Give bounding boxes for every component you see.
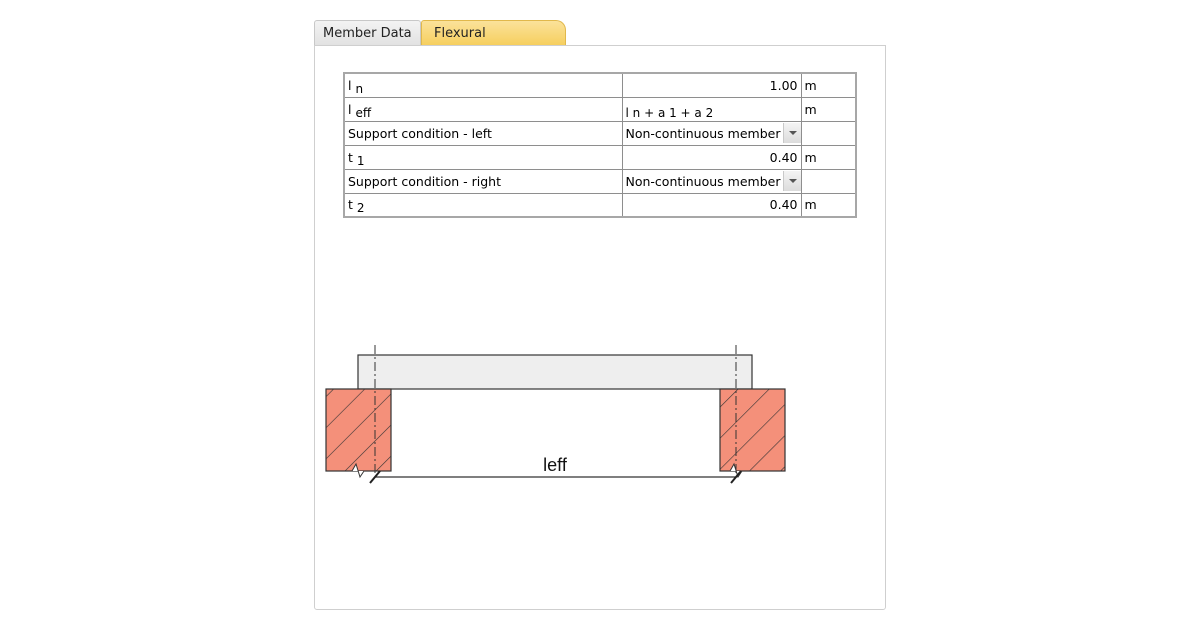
tab-flexural-slenderness[interactable]: Flexural — [421, 20, 566, 45]
leff-formula: l n + a 1 + a 2 — [622, 97, 801, 121]
row-ln — [344, 73, 856, 97]
row-support-right — [344, 169, 856, 193]
row-support-left — [344, 121, 856, 145]
left-support — [326, 389, 391, 471]
chevron-down-icon[interactable] — [783, 171, 801, 191]
leff-label: l eff — [344, 97, 622, 121]
properties-grid — [343, 72, 857, 218]
support-right-label: Support condition - right — [344, 169, 622, 193]
t1-value[interactable]: 0.40 — [622, 145, 801, 169]
t1-unit: m — [801, 145, 856, 169]
support-left-value: Non-continuous member — [625, 125, 781, 141]
t2-unit: m — [801, 193, 856, 217]
t2-label: t 2 — [344, 193, 622, 217]
row-t2 — [344, 193, 856, 217]
support-right-dropdown[interactable] — [622, 169, 801, 193]
ln-label: l n — [344, 73, 622, 97]
dimension-label: leff — [543, 455, 567, 475]
tab-member-data[interactable]: Member Data — [314, 20, 421, 45]
support-left-dropdown[interactable] — [622, 121, 801, 145]
ln-unit: m — [801, 73, 856, 97]
row-t1 — [344, 145, 856, 169]
support-right-value: Non-continuous member — [625, 173, 781, 189]
ln-value[interactable]: 1.00 — [622, 73, 801, 97]
t1-label: t 1 — [344, 145, 622, 169]
row-leff — [344, 97, 856, 121]
beam — [358, 355, 752, 389]
chevron-down-icon[interactable] — [783, 123, 801, 143]
leff-unit: m — [801, 97, 856, 121]
support-left-unit — [801, 121, 856, 145]
support-left-label: Support condition - left — [344, 121, 622, 145]
support-right-unit — [801, 169, 856, 193]
t2-value[interactable]: 0.40 — [622, 193, 801, 217]
right-support — [720, 389, 785, 471]
span-diagram — [320, 340, 800, 500]
